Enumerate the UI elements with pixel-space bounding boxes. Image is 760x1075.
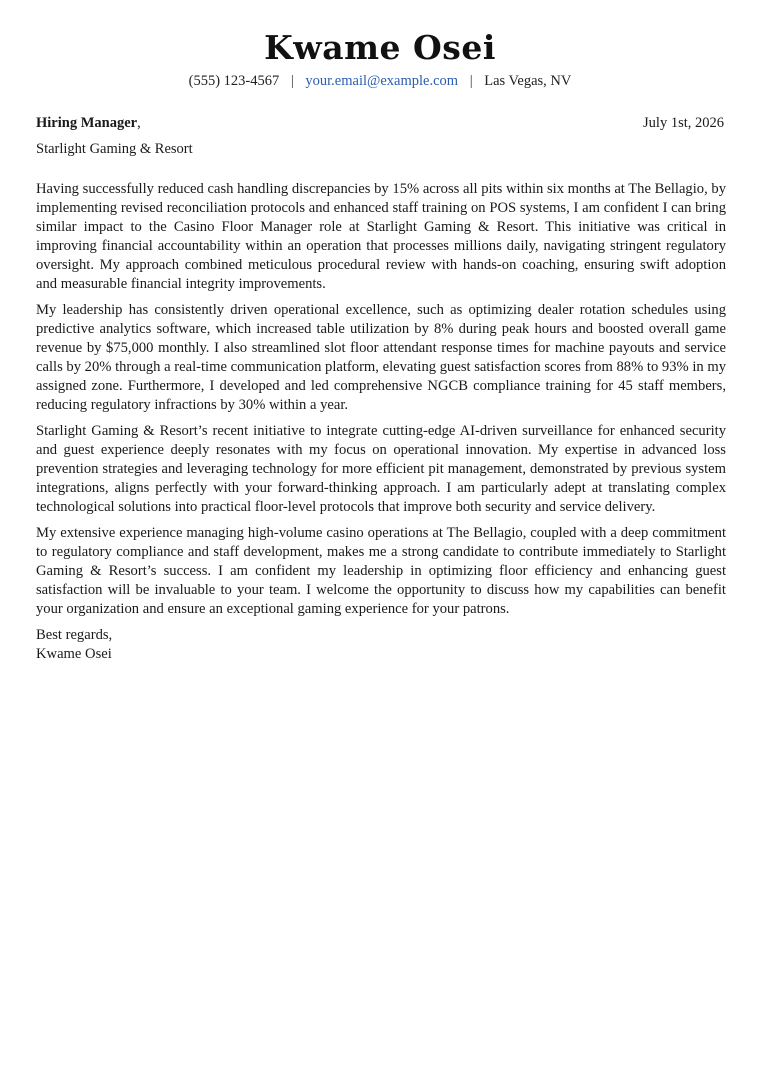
letter-body	[36, 180, 726, 664]
applicant-name: Kwame Osei	[264, 28, 496, 67]
valediction: Best regards,	[36, 627, 113, 643]
salutation-punctuation: ,	[137, 115, 141, 131]
phone-number: (555) 123-4567	[188, 73, 280, 89]
contact-separator: |	[469, 73, 473, 89]
body-paragraph: Having successfully reduced cash handling discrepancies by 15% across all pits within six months at The Bellagio, by implementing revised reconciliation protocols and enhanced staff training on POS systems, I am confident I can bring similar impact to the Casino Floor Manager role at Starlight Gaming & Resort. This initiative was critical in improving financial accountability within an operation that processes millions daily, navigating stringent regulatory oversight. My approach combined meticulous procedural review with hands-on coaching, ensuring swift adoption and measurable financial integrity improvements.	[36, 181, 726, 292]
signature-name: Kwame Osei	[36, 646, 112, 662]
contact-separator: |	[290, 73, 294, 89]
body-paragraph: Starlight Gaming & Resort’s recent initiative to integrate cutting-edge AI-driven surveillance for enhanced security and guest experience deeply resonates with my focus on operational innovation. My expertise in advanced loss prevention strategies and leveraging technology for more efficient pit management, demonstrated by previous system integrations, aligns perfectly with your forward-thinking approach. I am particularly adept at translating complex technological solutions into practical floor-level protocols that improve both security and service delivery.	[36, 423, 726, 515]
location: Las Vegas, NV	[484, 73, 572, 89]
body-paragraph: My extensive experience managing high-volume casino operations at The Bellagio, coupled with a deep commitment to regulatory compliance and staff development, makes me a strong candidate to contribute immediately to Starlight Gaming & Resort’s success. I am confident my leadership in optimizing floor efficiency and enhancing guest satisfaction will be invaluable to your team. I welcome the opportunity to discuss how my capabilities can benefit your organization and ensure an exceptional gaming experience for your patrons.	[36, 525, 726, 617]
letter-closing	[36, 626, 726, 664]
recipient-title: Hiring Manager	[36, 115, 138, 131]
recipient-salutation	[36, 115, 141, 132]
contact-line	[0, 73, 760, 90]
email-link[interactable]: your.email@example.com	[305, 73, 459, 89]
body-paragraph: My leadership has consistently driven operational excellence, such as optimizing dealer rotation schedules using predictive analytics software, which increased table utilization by 8% during peak hours and boosted overall game revenue by $75,000 monthly. I also streamlined slot floor attendant response times for machine payouts and service calls by 20% through a real-time communication platform, elevating guest satisfaction scores from 88% to 93% in my assigned zone. Furthermore, I developed and led comprehensive NGCB compliance training for 45 staff members, reducing regulatory infractions by 30% within a year.	[36, 302, 726, 413]
letter-date: July 1st, 2026	[643, 115, 724, 131]
recipient-company: Starlight Gaming & Resort	[36, 141, 193, 157]
